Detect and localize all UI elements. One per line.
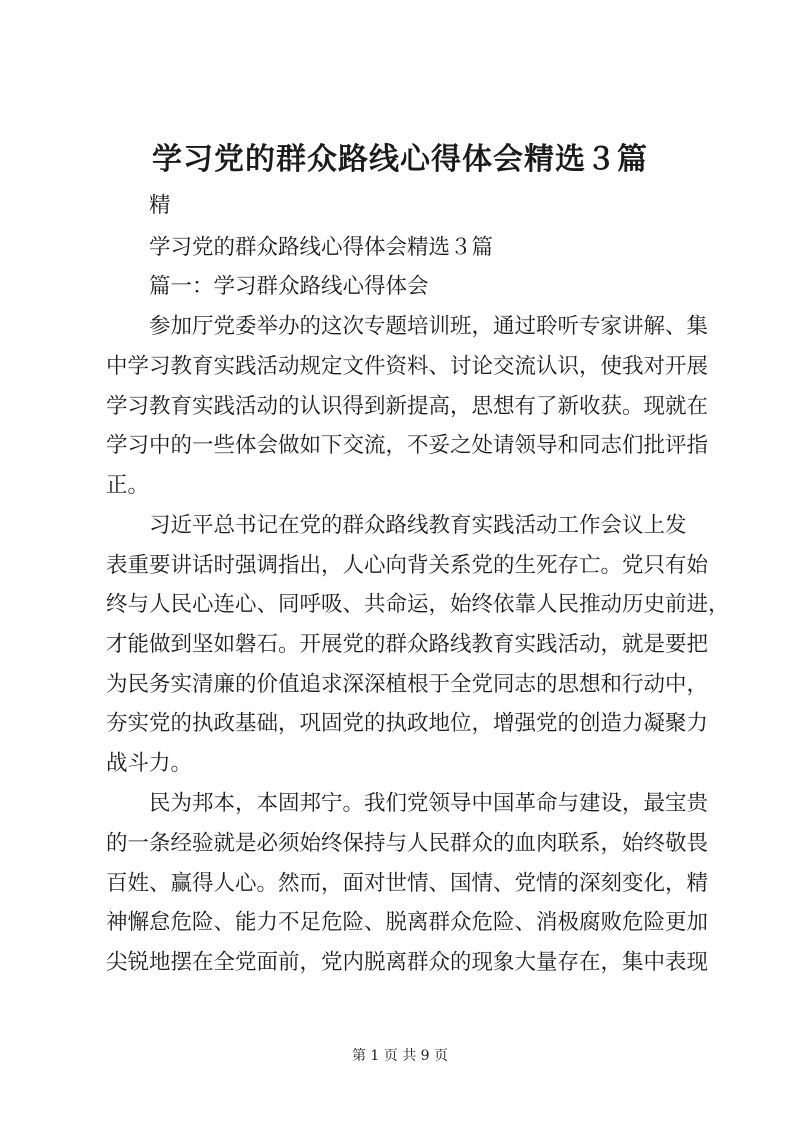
paragraph-line: 尖锐地摆在全党面前，党内脱离群众的现象大量存在，集中表现 (106, 950, 709, 975)
page-number-footer: 第 1 页 共 9 页 (351, 1048, 449, 1064)
paragraph-line: 学习中的一些体会做如下交流，不妥之处请领导和同志们批评指 (106, 433, 709, 458)
text-line: 篇一：学习群众路线心得体会 (149, 274, 429, 299)
text-line: 学习党的群众路线心得体会精选３篇 (149, 235, 494, 260)
paragraph-line: 学习教育实践活动的认识得到新提高，思想有了新收获。现就在 (106, 394, 709, 419)
paragraph-line: 战斗力。 (106, 751, 193, 776)
paragraph-line: 神懈怠危险、能力不足危险、脱离群众危险、消极腐败危险更加 (106, 910, 709, 935)
text-line: 精 (149, 193, 171, 218)
paragraph-line: 才能做到坚如磐石。开展党的群众路线教育实践活动，就是要把 (106, 632, 709, 657)
document-title: 学习党的群众路线心得体会精选３篇 (152, 142, 648, 177)
paragraph-line: 正。 (106, 473, 150, 498)
paragraph-line: 习近平总书记在党的群众路线教育实践活动工作会议上发 (149, 513, 687, 538)
paragraph-line: 中学习教育实践活动规定文件资料、讨论交流认识，使我对开展 (106, 354, 709, 379)
paragraph-line: 参加厅党委举办的这次专题培训班，通过聆听专家讲解、集 (149, 314, 709, 339)
paragraph-line: 百姓、赢得人心。然而，面对世情、国情、党情的深刻变化，精 (106, 871, 709, 896)
paragraph-line: 夯实党的执政基础，巩固党的执政地位，增强党的创造力凝聚力 (106, 711, 709, 736)
paragraph-line: 民为邦本，本固邦宁。我们党领导中国革命与建设，最宝贵 (149, 791, 709, 816)
paragraph-line: 表重要讲话时强调指出，人心向背关系党的生死存亡。党只有始 (106, 553, 709, 578)
paragraph-line: 终与人民心连心、同呼吸、共命运，始终依靠人民推动历史前进， (106, 592, 730, 617)
paragraph-line: 的一条经验就是必须始终保持与人民群众的血肉联系，始终敬畏 (106, 831, 709, 856)
paragraph-line: 为民务实清廉的价值追求深深植根于全党同志的思想和行动中， (106, 672, 709, 697)
